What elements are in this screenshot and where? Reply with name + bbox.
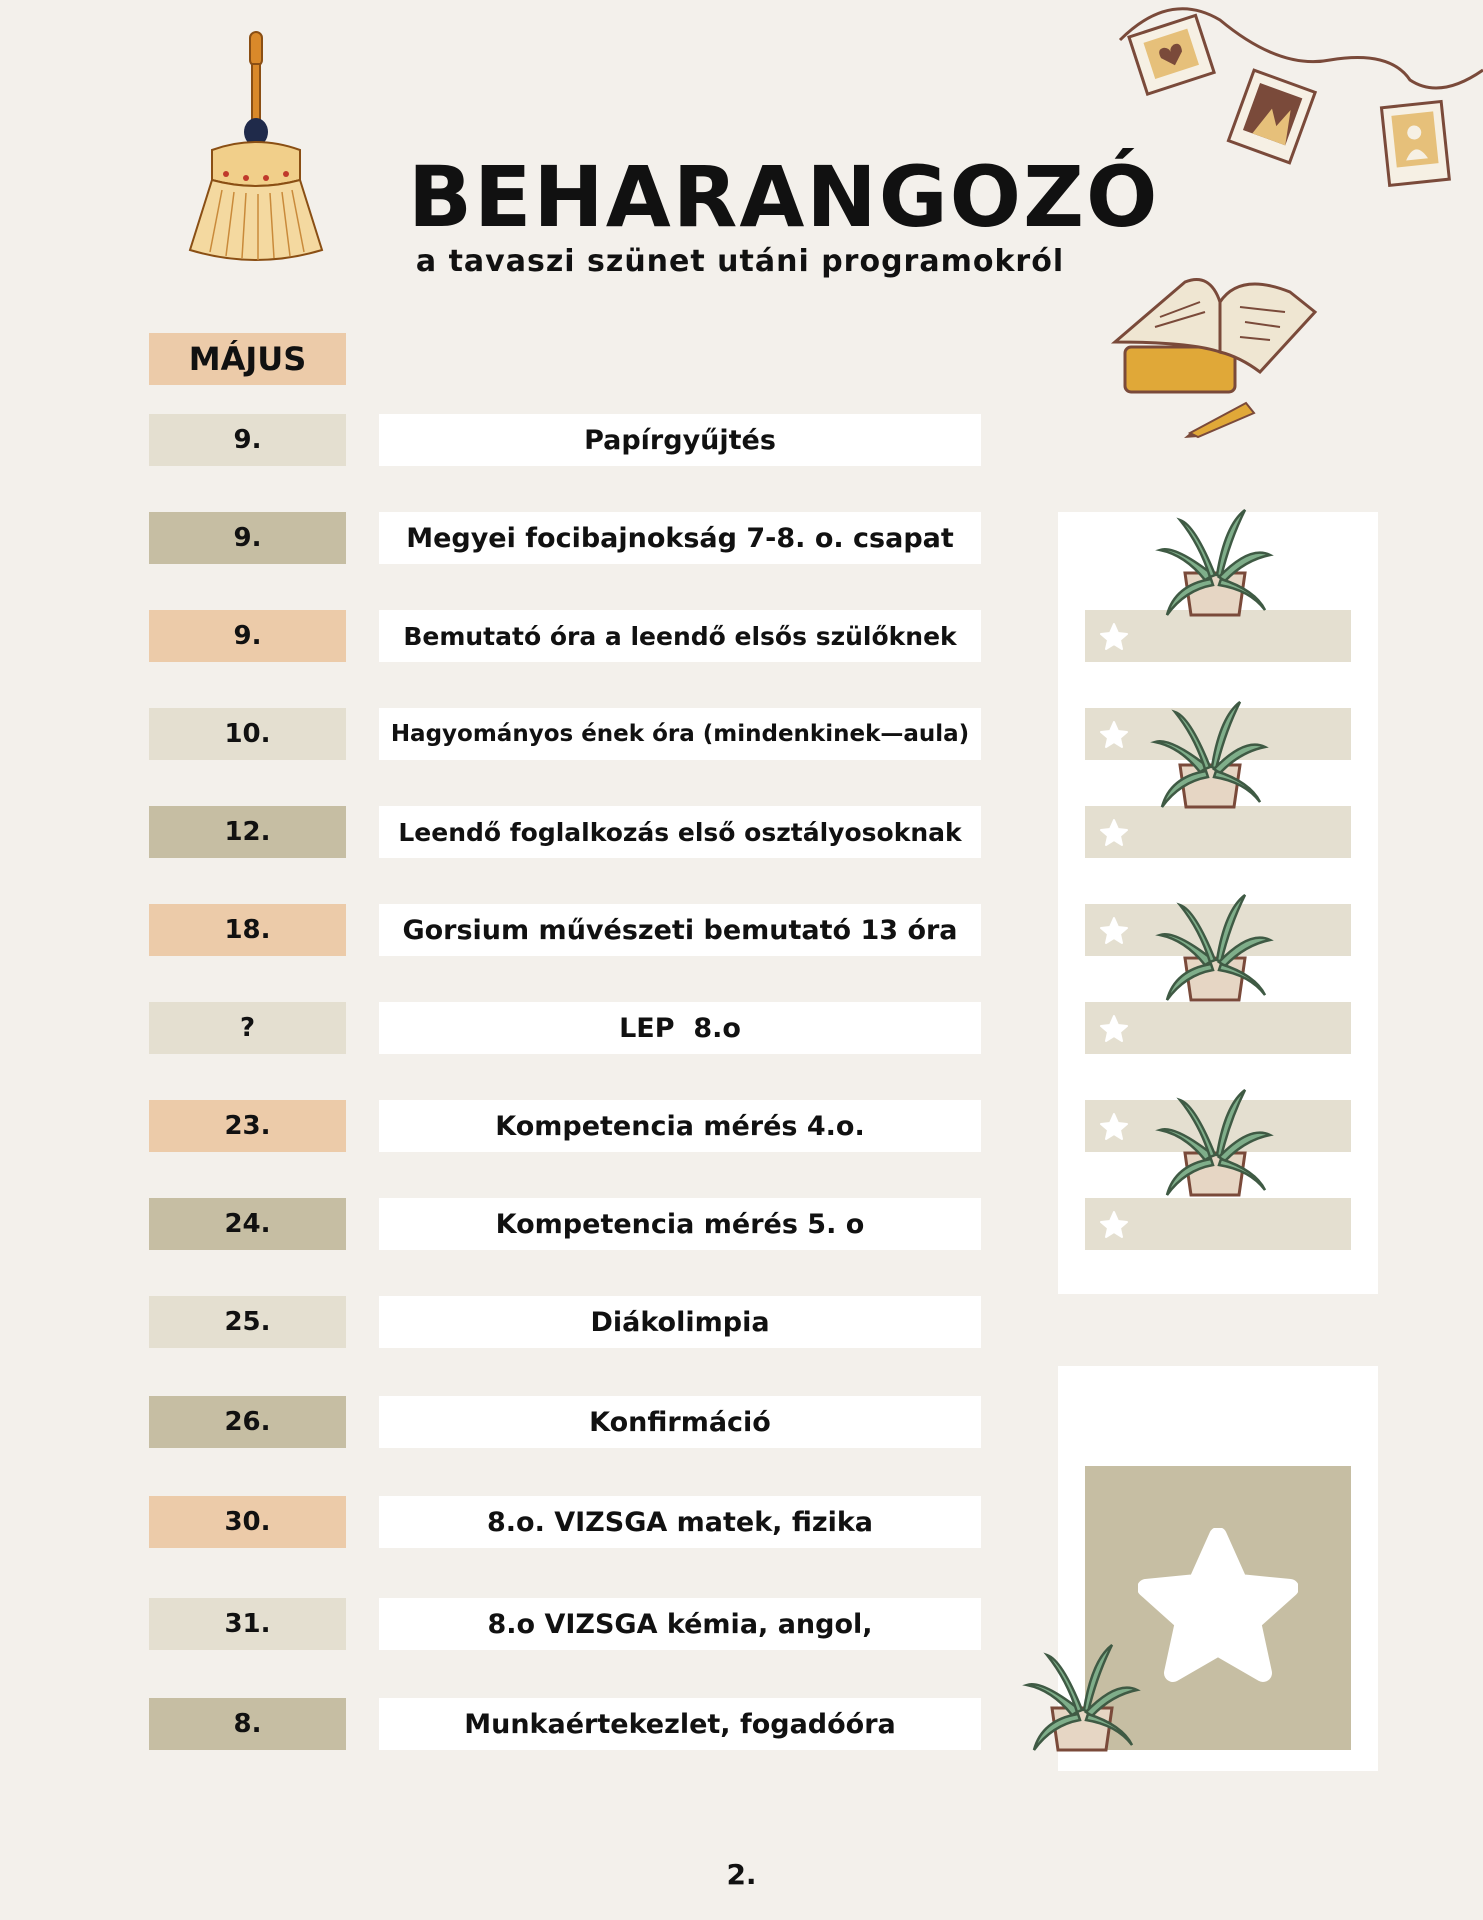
page-number: 2. [726, 1858, 757, 1891]
schedule-row [0, 904, 1483, 956]
event-name: Kompetencia mérés 5. o [379, 1198, 981, 1250]
event-date: 10. [149, 708, 346, 760]
schedule-row [0, 708, 1483, 760]
schedule-row [0, 1296, 1483, 1348]
schedule-row [0, 1198, 1483, 1250]
event-date: 31. [149, 1598, 346, 1650]
event-date: 9. [149, 610, 346, 662]
schedule-row [0, 1598, 1483, 1650]
schedule-row [0, 512, 1483, 564]
photo-string-lights-icon [1110, 0, 1483, 190]
event-date: 25. [149, 1296, 346, 1348]
event-name: Diákolimpia [379, 1296, 981, 1348]
event-name: Bemutató óra a leendő elsős szülőknek [379, 610, 981, 662]
page-subtitle: a tavaszi szünet utáni programokról [415, 244, 1065, 279]
event-name: Megyei focibajnokság 7-8. o. csapat [379, 512, 981, 564]
event-date: 26. [149, 1396, 346, 1448]
bell-icon [182, 30, 332, 270]
schedule-row [0, 1100, 1483, 1152]
schedule-row [0, 1496, 1483, 1548]
schedule-row [0, 1698, 1483, 1750]
schedule-row [0, 1396, 1483, 1448]
event-date: 8. [149, 1698, 346, 1750]
schedule-row [0, 414, 1483, 466]
event-name: Papírgyűjtés [379, 414, 981, 466]
schedule-row [0, 1002, 1483, 1054]
event-date: 9. [149, 414, 346, 466]
event-date: 18. [149, 904, 346, 956]
event-name: 8.o. VIZSGA matek, fizika [379, 1496, 981, 1548]
page-title: BEHARANGOZÓ [408, 148, 1160, 246]
schedule-row [0, 610, 1483, 662]
schedule-row [0, 806, 1483, 858]
event-name: Leendő foglalkozás első osztályosoknak [379, 806, 981, 858]
month-label: MÁJUS [149, 333, 346, 385]
event-name: Gorsium művészeti bemutató 13 óra [379, 904, 981, 956]
event-name: Munkaértekezlet, fogadóóra [379, 1698, 981, 1750]
event-date: 30. [149, 1496, 346, 1548]
event-name: Konfirmáció [379, 1396, 981, 1448]
event-name: LEP 8.o [379, 1002, 981, 1054]
event-name: 8.o VIZSGA kémia, angol, [379, 1598, 981, 1650]
event-date: ? [149, 1002, 346, 1054]
event-name: Hagyományos ének óra (mindenkinek—aula) [379, 708, 981, 760]
event-date: 24. [149, 1198, 346, 1250]
event-date: 12. [149, 806, 346, 858]
event-date: 23. [149, 1100, 346, 1152]
event-name: Kompetencia mérés 4.o. [379, 1100, 981, 1152]
event-date: 9. [149, 512, 346, 564]
